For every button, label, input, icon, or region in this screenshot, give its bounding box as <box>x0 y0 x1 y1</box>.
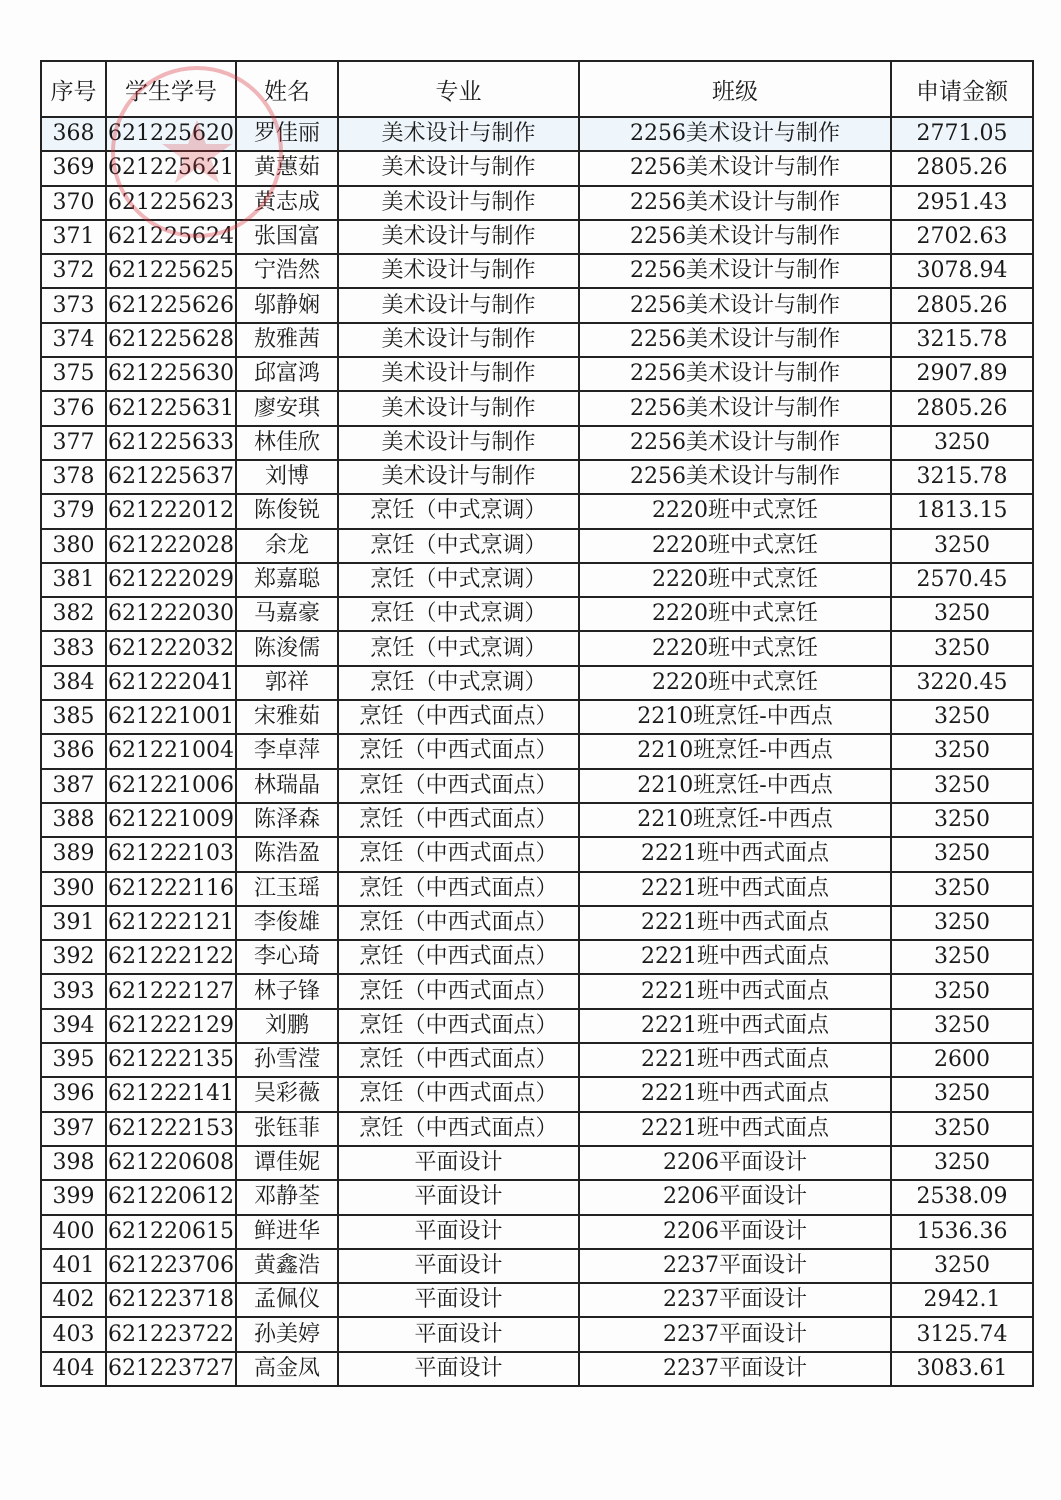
cell-student-id: 621223706 <box>106 1249 236 1283</box>
header-student-id: 学生学号 <box>106 61 236 117</box>
cell-name: 林佳欣 <box>236 426 338 460</box>
cell-student-id: 621222103 <box>106 837 236 871</box>
cell-amount: 2702.63 <box>891 220 1033 254</box>
cell-name: 黄鑫浩 <box>236 1249 338 1283</box>
cell-name: 李俊雄 <box>236 906 338 940</box>
table-row <box>41 974 1033 1008</box>
cell-major: 平面设计 <box>338 1283 579 1317</box>
cell-name: 陈泽森 <box>236 803 338 837</box>
cell-name: 郭祥 <box>236 666 338 700</box>
cell-index: 379 <box>41 494 106 528</box>
cell-amount: 3250 <box>891 1009 1033 1043</box>
table-row <box>41 288 1033 322</box>
table-row <box>41 666 1033 700</box>
table-header-row <box>41 61 1033 117</box>
cell-class: 2220班中式烹饪 <box>579 563 891 597</box>
table-row <box>41 494 1033 528</box>
cell-class: 2256美术设计与制作 <box>579 151 891 185</box>
cell-index: 377 <box>41 426 106 460</box>
cell-major: 美术设计与制作 <box>338 220 579 254</box>
cell-major: 烹饪（中西式面点） <box>338 734 579 768</box>
cell-name: 邱富鸿 <box>236 357 338 391</box>
cell-amount: 3250 <box>891 631 1033 665</box>
cell-index: 384 <box>41 666 106 700</box>
cell-class: 2256美术设计与制作 <box>579 220 891 254</box>
cell-major: 烹饪（中西式面点） <box>338 1043 579 1077</box>
header-amount: 申请金额 <box>891 61 1033 117</box>
header-index: 序号 <box>41 61 106 117</box>
cell-major: 烹饪（中式烹调） <box>338 666 579 700</box>
cell-student-id: 621221006 <box>106 769 236 803</box>
table-row <box>41 769 1033 803</box>
cell-index: 380 <box>41 529 106 563</box>
table-row <box>41 940 1033 974</box>
cell-amount: 1813.15 <box>891 494 1033 528</box>
cell-index: 390 <box>41 872 106 906</box>
cell-amount: 2771.05 <box>891 117 1033 151</box>
cell-class: 2237平面设计 <box>579 1317 891 1351</box>
cell-class: 2256美术设计与制作 <box>579 460 891 494</box>
cell-name: 李卓萍 <box>236 734 338 768</box>
cell-major: 美术设计与制作 <box>338 460 579 494</box>
cell-amount: 3250 <box>891 734 1033 768</box>
cell-amount: 1536.36 <box>891 1215 1033 1249</box>
cell-student-id: 621222129 <box>106 1009 236 1043</box>
cell-class: 2221班中西式面点 <box>579 872 891 906</box>
cell-index: 404 <box>41 1352 106 1386</box>
cell-student-id: 621225630 <box>106 357 236 391</box>
cell-major: 美术设计与制作 <box>338 391 579 425</box>
cell-name: 刘博 <box>236 460 338 494</box>
cell-amount: 3250 <box>891 872 1033 906</box>
cell-major: 烹饪（中式烹调） <box>338 494 579 528</box>
table-row <box>41 803 1033 837</box>
cell-student-id: 621220612 <box>106 1180 236 1214</box>
header-name: 姓名 <box>236 61 338 117</box>
cell-class: 2256美术设计与制作 <box>579 254 891 288</box>
header-major: 专业 <box>338 61 579 117</box>
table-row <box>41 872 1033 906</box>
cell-student-id: 621225633 <box>106 426 236 460</box>
cell-index: 391 <box>41 906 106 940</box>
cell-student-id: 621222127 <box>106 974 236 1008</box>
cell-name: 陈俊锐 <box>236 494 338 528</box>
cell-class: 2256美术设计与制作 <box>579 391 891 425</box>
table-row <box>41 1043 1033 1077</box>
cell-major: 烹饪（中式烹调） <box>338 529 579 563</box>
cell-name: 高金凤 <box>236 1352 338 1386</box>
cell-name: 敖雅茜 <box>236 323 338 357</box>
cell-index: 375 <box>41 357 106 391</box>
table-row <box>41 357 1033 391</box>
cell-class: 2256美术设计与制作 <box>579 288 891 322</box>
cell-amount: 2538.09 <box>891 1180 1033 1214</box>
cell-amount: 3250 <box>891 1112 1033 1146</box>
table-row <box>41 906 1033 940</box>
cell-amount: 3250 <box>891 940 1033 974</box>
cell-name: 林子锋 <box>236 974 338 1008</box>
cell-amount: 3078.94 <box>891 254 1033 288</box>
cell-index: 374 <box>41 323 106 357</box>
table-row <box>41 1352 1033 1386</box>
cell-index: 371 <box>41 220 106 254</box>
cell-amount: 2805.26 <box>891 288 1033 322</box>
table-row <box>41 391 1033 425</box>
cell-student-id: 621222122 <box>106 940 236 974</box>
cell-student-id: 621222116 <box>106 872 236 906</box>
cell-amount: 2942.1 <box>891 1283 1033 1317</box>
cell-index: 401 <box>41 1249 106 1283</box>
cell-name: 江玉瑶 <box>236 872 338 906</box>
cell-class: 2237平面设计 <box>579 1352 891 1386</box>
cell-name: 孙雪滢 <box>236 1043 338 1077</box>
cell-class: 2220班中式烹饪 <box>579 666 891 700</box>
cell-major: 烹饪（中西式面点） <box>338 1009 579 1043</box>
cell-major: 烹饪（中西式面点） <box>338 1112 579 1146</box>
cell-major: 美术设计与制作 <box>338 117 579 151</box>
cell-major: 烹饪（中西式面点） <box>338 1077 579 1111</box>
cell-index: 403 <box>41 1317 106 1351</box>
cell-student-id: 621222028 <box>106 529 236 563</box>
table-row <box>41 1077 1033 1111</box>
cell-class: 2221班中西式面点 <box>579 1112 891 1146</box>
cell-amount: 2570.45 <box>891 563 1033 597</box>
cell-major: 美术设计与制作 <box>338 357 579 391</box>
cell-name: 孙美婷 <box>236 1317 338 1351</box>
cell-class: 2220班中式烹饪 <box>579 597 891 631</box>
header-class: 班级 <box>579 61 891 117</box>
table-row <box>41 631 1033 665</box>
cell-amount: 3250 <box>891 803 1033 837</box>
cell-class: 2237平面设计 <box>579 1249 891 1283</box>
cell-name: 廖安琪 <box>236 391 338 425</box>
table-row <box>41 117 1033 151</box>
cell-index: 368 <box>41 117 106 151</box>
table-row <box>41 1146 1033 1180</box>
cell-name: 张钰菲 <box>236 1112 338 1146</box>
cell-major: 烹饪（中西式面点） <box>338 837 579 871</box>
cell-class: 2210班烹饪-中西点 <box>579 734 891 768</box>
cell-name: 鲜进华 <box>236 1215 338 1249</box>
cell-name: 黄志成 <box>236 186 338 220</box>
cell-name: 李心琦 <box>236 940 338 974</box>
cell-name: 宁浩然 <box>236 254 338 288</box>
cell-class: 2256美术设计与制作 <box>579 426 891 460</box>
cell-name: 林瑞晶 <box>236 769 338 803</box>
cell-index: 387 <box>41 769 106 803</box>
cell-major: 烹饪（中西式面点） <box>338 700 579 734</box>
cell-index: 370 <box>41 186 106 220</box>
table-row <box>41 529 1033 563</box>
cell-name: 谭佳妮 <box>236 1146 338 1180</box>
cell-name: 孟佩仪 <box>236 1283 338 1317</box>
cell-class: 2210班烹饪-中西点 <box>579 803 891 837</box>
cell-class: 2256美术设计与制作 <box>579 117 891 151</box>
table-row <box>41 426 1033 460</box>
table-row <box>41 1249 1033 1283</box>
cell-amount: 3215.78 <box>891 460 1033 494</box>
cell-student-id: 621225628 <box>106 323 236 357</box>
cell-index: 398 <box>41 1146 106 1180</box>
cell-student-id: 621220615 <box>106 1215 236 1249</box>
cell-index: 381 <box>41 563 106 597</box>
table-row <box>41 151 1033 185</box>
cell-student-id: 621225637 <box>106 460 236 494</box>
cell-major: 美术设计与制作 <box>338 426 579 460</box>
cell-name: 宋雅茹 <box>236 700 338 734</box>
cell-index: 394 <box>41 1009 106 1043</box>
cell-major: 烹饪（中式烹调） <box>338 597 579 631</box>
cell-index: 385 <box>41 700 106 734</box>
cell-class: 2221班中西式面点 <box>579 906 891 940</box>
cell-amount: 3250 <box>891 906 1033 940</box>
cell-amount: 3250 <box>891 700 1033 734</box>
cell-index: 402 <box>41 1283 106 1317</box>
cell-index: 373 <box>41 288 106 322</box>
cell-index: 395 <box>41 1043 106 1077</box>
table-row <box>41 460 1033 494</box>
cell-class: 2206平面设计 <box>579 1215 891 1249</box>
table-row <box>41 254 1033 288</box>
cell-student-id: 621222029 <box>106 563 236 597</box>
table-row <box>41 1009 1033 1043</box>
cell-amount: 3250 <box>891 1146 1033 1180</box>
table-row <box>41 700 1033 734</box>
table-row <box>41 220 1033 254</box>
cell-class: 2256美术设计与制作 <box>579 186 891 220</box>
cell-major: 美术设计与制作 <box>338 288 579 322</box>
cell-index: 369 <box>41 151 106 185</box>
table-row <box>41 734 1033 768</box>
cell-amount: 2805.26 <box>891 151 1033 185</box>
cell-student-id: 621225626 <box>106 288 236 322</box>
cell-student-id: 621222141 <box>106 1077 236 1111</box>
cell-name: 张国富 <box>236 220 338 254</box>
cell-index: 396 <box>41 1077 106 1111</box>
cell-index: 397 <box>41 1112 106 1146</box>
table-row <box>41 1112 1033 1146</box>
cell-amount: 3250 <box>891 1249 1033 1283</box>
cell-amount: 3250 <box>891 597 1033 631</box>
cell-index: 399 <box>41 1180 106 1214</box>
cell-name: 邬静娴 <box>236 288 338 322</box>
cell-student-id: 621225624 <box>106 220 236 254</box>
cell-index: 383 <box>41 631 106 665</box>
cell-student-id: 621221004 <box>106 734 236 768</box>
cell-name: 陈浚儒 <box>236 631 338 665</box>
cell-major: 烹饪（中西式面点） <box>338 872 579 906</box>
cell-index: 392 <box>41 940 106 974</box>
cell-class: 2221班中西式面点 <box>579 940 891 974</box>
cell-amount: 3083.61 <box>891 1352 1033 1386</box>
cell-student-id: 621221009 <box>106 803 236 837</box>
cell-major: 平面设计 <box>338 1180 579 1214</box>
cell-major: 平面设计 <box>338 1215 579 1249</box>
cell-amount: 2907.89 <box>891 357 1033 391</box>
cell-major: 平面设计 <box>338 1317 579 1351</box>
cell-major: 烹饪（中西式面点） <box>338 940 579 974</box>
cell-student-id: 621220608 <box>106 1146 236 1180</box>
cell-class: 2256美术设计与制作 <box>579 323 891 357</box>
table-row <box>41 597 1033 631</box>
cell-major: 烹饪（中式烹调） <box>338 631 579 665</box>
cell-name: 罗佳丽 <box>236 117 338 151</box>
cell-class: 2220班中式烹饪 <box>579 494 891 528</box>
cell-major: 平面设计 <box>338 1146 579 1180</box>
cell-major: 平面设计 <box>338 1352 579 1386</box>
cell-class: 2237平面设计 <box>579 1283 891 1317</box>
cell-index: 389 <box>41 837 106 871</box>
table-row <box>41 186 1033 220</box>
student-aid-table <box>40 60 1034 1387</box>
cell-index: 376 <box>41 391 106 425</box>
cell-amount: 3215.78 <box>891 323 1033 357</box>
table-row <box>41 563 1033 597</box>
cell-index: 388 <box>41 803 106 837</box>
table-row <box>41 1317 1033 1351</box>
cell-amount: 3250 <box>891 426 1033 460</box>
table-row <box>41 1180 1033 1214</box>
cell-index: 393 <box>41 974 106 1008</box>
cell-index: 400 <box>41 1215 106 1249</box>
cell-student-id: 621223727 <box>106 1352 236 1386</box>
cell-major: 烹饪（中西式面点） <box>338 906 579 940</box>
cell-amount: 3250 <box>891 974 1033 1008</box>
cell-student-id: 621222030 <box>106 597 236 631</box>
table-row <box>41 323 1033 357</box>
cell-name: 邓静荃 <box>236 1180 338 1214</box>
cell-amount: 2600 <box>891 1043 1033 1077</box>
table-row <box>41 837 1033 871</box>
cell-student-id: 621221001 <box>106 700 236 734</box>
cell-student-id: 621225625 <box>106 254 236 288</box>
cell-index: 378 <box>41 460 106 494</box>
cell-index: 382 <box>41 597 106 631</box>
cell-amount: 3250 <box>891 769 1033 803</box>
cell-name: 马嘉豪 <box>236 597 338 631</box>
cell-index: 372 <box>41 254 106 288</box>
cell-student-id: 621225631 <box>106 391 236 425</box>
table-row <box>41 1215 1033 1249</box>
cell-amount: 2805.26 <box>891 391 1033 425</box>
cell-amount: 3250 <box>891 1077 1033 1111</box>
cell-class: 2210班烹饪-中西点 <box>579 769 891 803</box>
cell-student-id: 621225623 <box>106 186 236 220</box>
cell-major: 烹饪（中西式面点） <box>338 974 579 1008</box>
cell-amount: 3250 <box>891 529 1033 563</box>
cell-student-id: 621222012 <box>106 494 236 528</box>
cell-name: 郑嘉聪 <box>236 563 338 597</box>
cell-major: 烹饪（中西式面点） <box>338 803 579 837</box>
cell-student-id: 621225620 <box>106 117 236 151</box>
cell-class: 2206平面设计 <box>579 1146 891 1180</box>
cell-class: 2220班中式烹饪 <box>579 631 891 665</box>
cell-major: 美术设计与制作 <box>338 151 579 185</box>
cell-name: 陈浩盈 <box>236 837 338 871</box>
cell-student-id: 621222121 <box>106 906 236 940</box>
cell-amount: 3220.45 <box>891 666 1033 700</box>
cell-amount: 3250 <box>891 837 1033 871</box>
cell-name: 刘鹏 <box>236 1009 338 1043</box>
cell-class: 2221班中西式面点 <box>579 1009 891 1043</box>
cell-student-id: 621223718 <box>106 1283 236 1317</box>
cell-student-id: 621222153 <box>106 1112 236 1146</box>
cell-class: 2256美术设计与制作 <box>579 357 891 391</box>
cell-major: 美术设计与制作 <box>338 323 579 357</box>
cell-student-id: 621225621 <box>106 151 236 185</box>
cell-student-id: 621222135 <box>106 1043 236 1077</box>
cell-amount: 2951.43 <box>891 186 1033 220</box>
cell-major: 烹饪（中西式面点） <box>338 769 579 803</box>
table-row <box>41 1283 1033 1317</box>
cell-student-id: 621222041 <box>106 666 236 700</box>
cell-class: 2221班中西式面点 <box>579 837 891 871</box>
cell-class: 2221班中西式面点 <box>579 974 891 1008</box>
cell-class: 2206平面设计 <box>579 1180 891 1214</box>
cell-major: 美术设计与制作 <box>338 254 579 288</box>
cell-name: 余龙 <box>236 529 338 563</box>
cell-name: 黄蕙茹 <box>236 151 338 185</box>
cell-class: 2210班烹饪-中西点 <box>579 700 891 734</box>
cell-amount: 3125.74 <box>891 1317 1033 1351</box>
cell-class: 2221班中西式面点 <box>579 1043 891 1077</box>
cell-major: 美术设计与制作 <box>338 186 579 220</box>
cell-index: 386 <box>41 734 106 768</box>
cell-class: 2220班中式烹饪 <box>579 529 891 563</box>
cell-major: 平面设计 <box>338 1249 579 1283</box>
cell-student-id: 621223722 <box>106 1317 236 1351</box>
cell-student-id: 621222032 <box>106 631 236 665</box>
cell-class: 2221班中西式面点 <box>579 1077 891 1111</box>
cell-major: 烹饪（中式烹调） <box>338 563 579 597</box>
cell-name: 吴彩薇 <box>236 1077 338 1111</box>
